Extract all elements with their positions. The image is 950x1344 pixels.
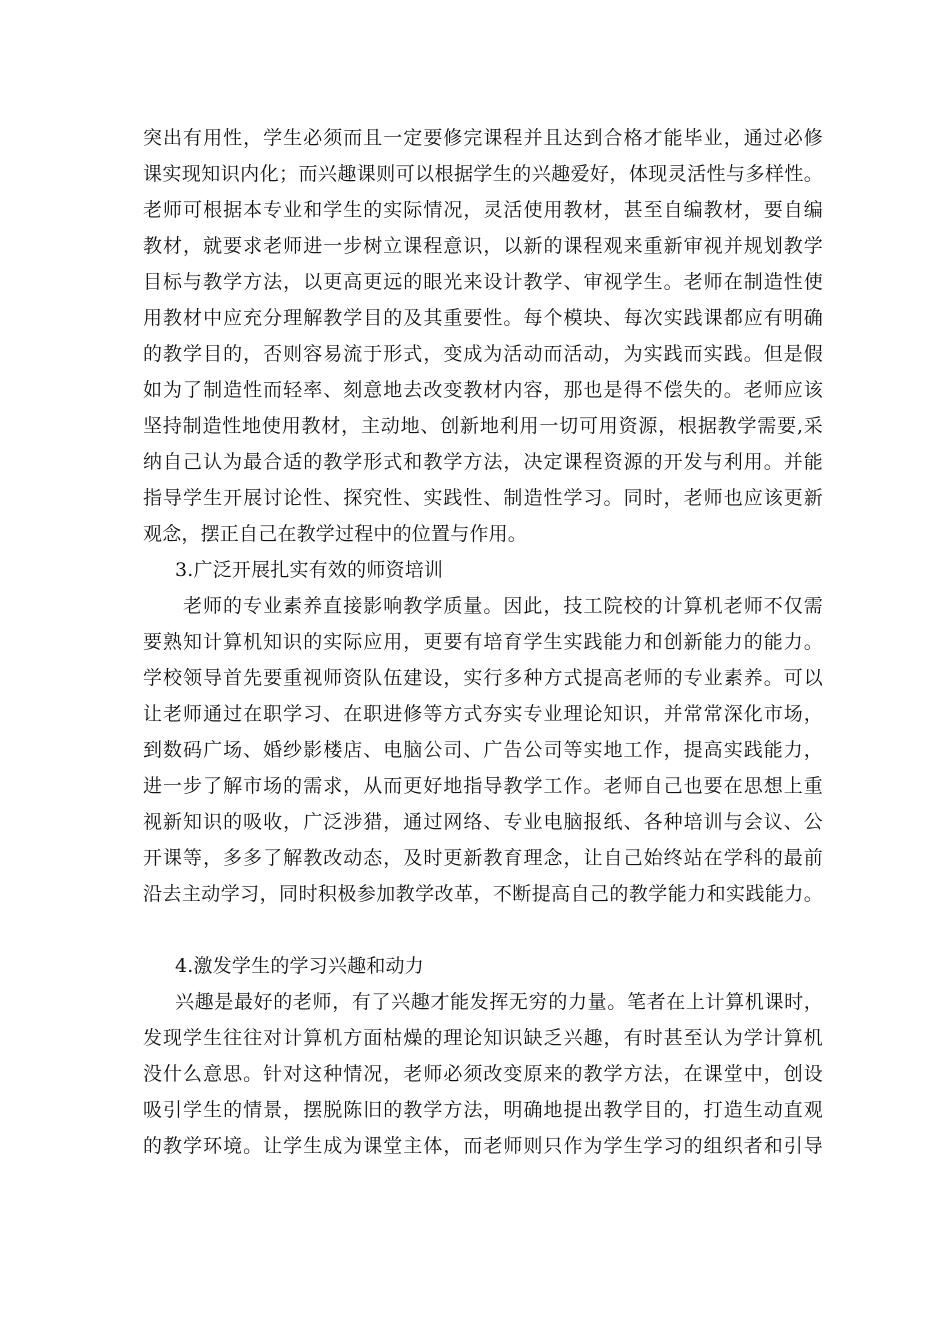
text-line: 开课等，多多了解教改动态，及时更新教育理念，让自己始终站在学科的最前 [143,847,823,869]
text-line: 要熟知计算机知识的实际应用，更要有培育学生实践能力和创新能力的能力。 [143,631,823,653]
text-line: 指导学生开展讨论性、探究性、实践性、制造性学习。同时，老师也应该更新 [143,487,823,509]
section-heading: 3.广泛开展扎实有效的师资培训 [175,559,444,581]
text-line: 观念，摆正自己在教学过程中的位置与作用。 [143,523,528,545]
text-line: 让老师通过在职学习、在职进修等方式夯实专业理论知识，并常常深化市场， [143,703,823,725]
text-line: 兴趣是最好的老师，有了兴趣才能发挥无穷的力量。笔者在上计算机课时， [175,991,823,1013]
paragraph [143,588,823,912]
blank-line [143,912,823,948]
text-line: 如为了制造性而轻率、刻意地去改变教材内容，那也是得不偿失的。老师应该 [143,379,823,401]
text-line: 目标与教学方法，以更高更远的眼光来设计教学、审视学生。老师在制造性使 [143,271,823,293]
text-line: 学校领导首先要重视师资队伍建设，实行多种方式提高老师的专业素养。可以 [143,667,823,689]
text-line: 视新知识的吸收，广泛涉猎，通过网络、专业电脑报纸、各种培训与会议、公 [143,811,823,833]
text-line: 纳自己认为最合适的教学形式和教学方法，决定课程资源的开发与利用。并能 [143,451,823,473]
text-line: 突出有用性，学生必须而且一定要修完课程并且达到合格才能毕业，通过必修 [143,127,823,149]
paragraph [143,984,823,1164]
text-line: 课实现知识内化；而兴趣课则可以根据学生的兴趣爱好，体现灵活性与多样性。 [143,163,823,185]
text-line: 没什么意思。针对这种情况，老师必须改变原来的教学方法，在课堂中，创设 [143,1063,823,1085]
text-line: 吸引学生的情景，摆脱陈旧的教学方法，明确地提出教学目的，打造生动直观 [143,1099,823,1121]
paragraph [143,120,823,552]
text-line: 的教学目的，否则容易流于形式，变成为活动而活动，为实践而实践。但是假 [143,343,823,365]
text-line: 老师的专业素养直接影响教学质量。因此，技工院校的计算机老师不仅需 [183,595,823,617]
text-line: 沿去主动学习，同时积极参加教学改革，不断提高自己的教学能力和实践能力。 [143,883,823,905]
text-line: 的教学环境。让学生成为课堂主体，而老师则只作为学生学习的组织者和引导 [143,1135,823,1157]
text-line: 进一步了解市场的需求，从而更好地指导教学工作。老师自己也要在思想上重 [143,775,823,797]
text-line: 发现学生往往对计算机方面枯燥的理论知识缺乏兴趣，有时甚至认为学计算机 [143,1027,823,1049]
text-line: 坚持制造性地使用教材，主动地、创新地利用一切可用资源，根据教学需要,采 [143,415,823,437]
text-line: 用教材中应充分理解教学目的及其重要性。每个模块、每次实践课都应有明确 [143,307,823,329]
text-line: 到数码广场、婚纱影楼店、电脑公司、广告公司等实地工作，提高实践能力， [143,739,823,761]
text-line: 老师可根据本专业和学生的实际情况，灵活使用教材，甚至自编教材，要自编 [143,199,823,221]
section-heading: 4.激发学生的学习兴趣和动力 [175,955,424,977]
text-line: 教材，就要求老师进一步树立课程意识，以新的课程观来重新审视并规划教学 [143,235,823,257]
document-body [143,120,823,1164]
